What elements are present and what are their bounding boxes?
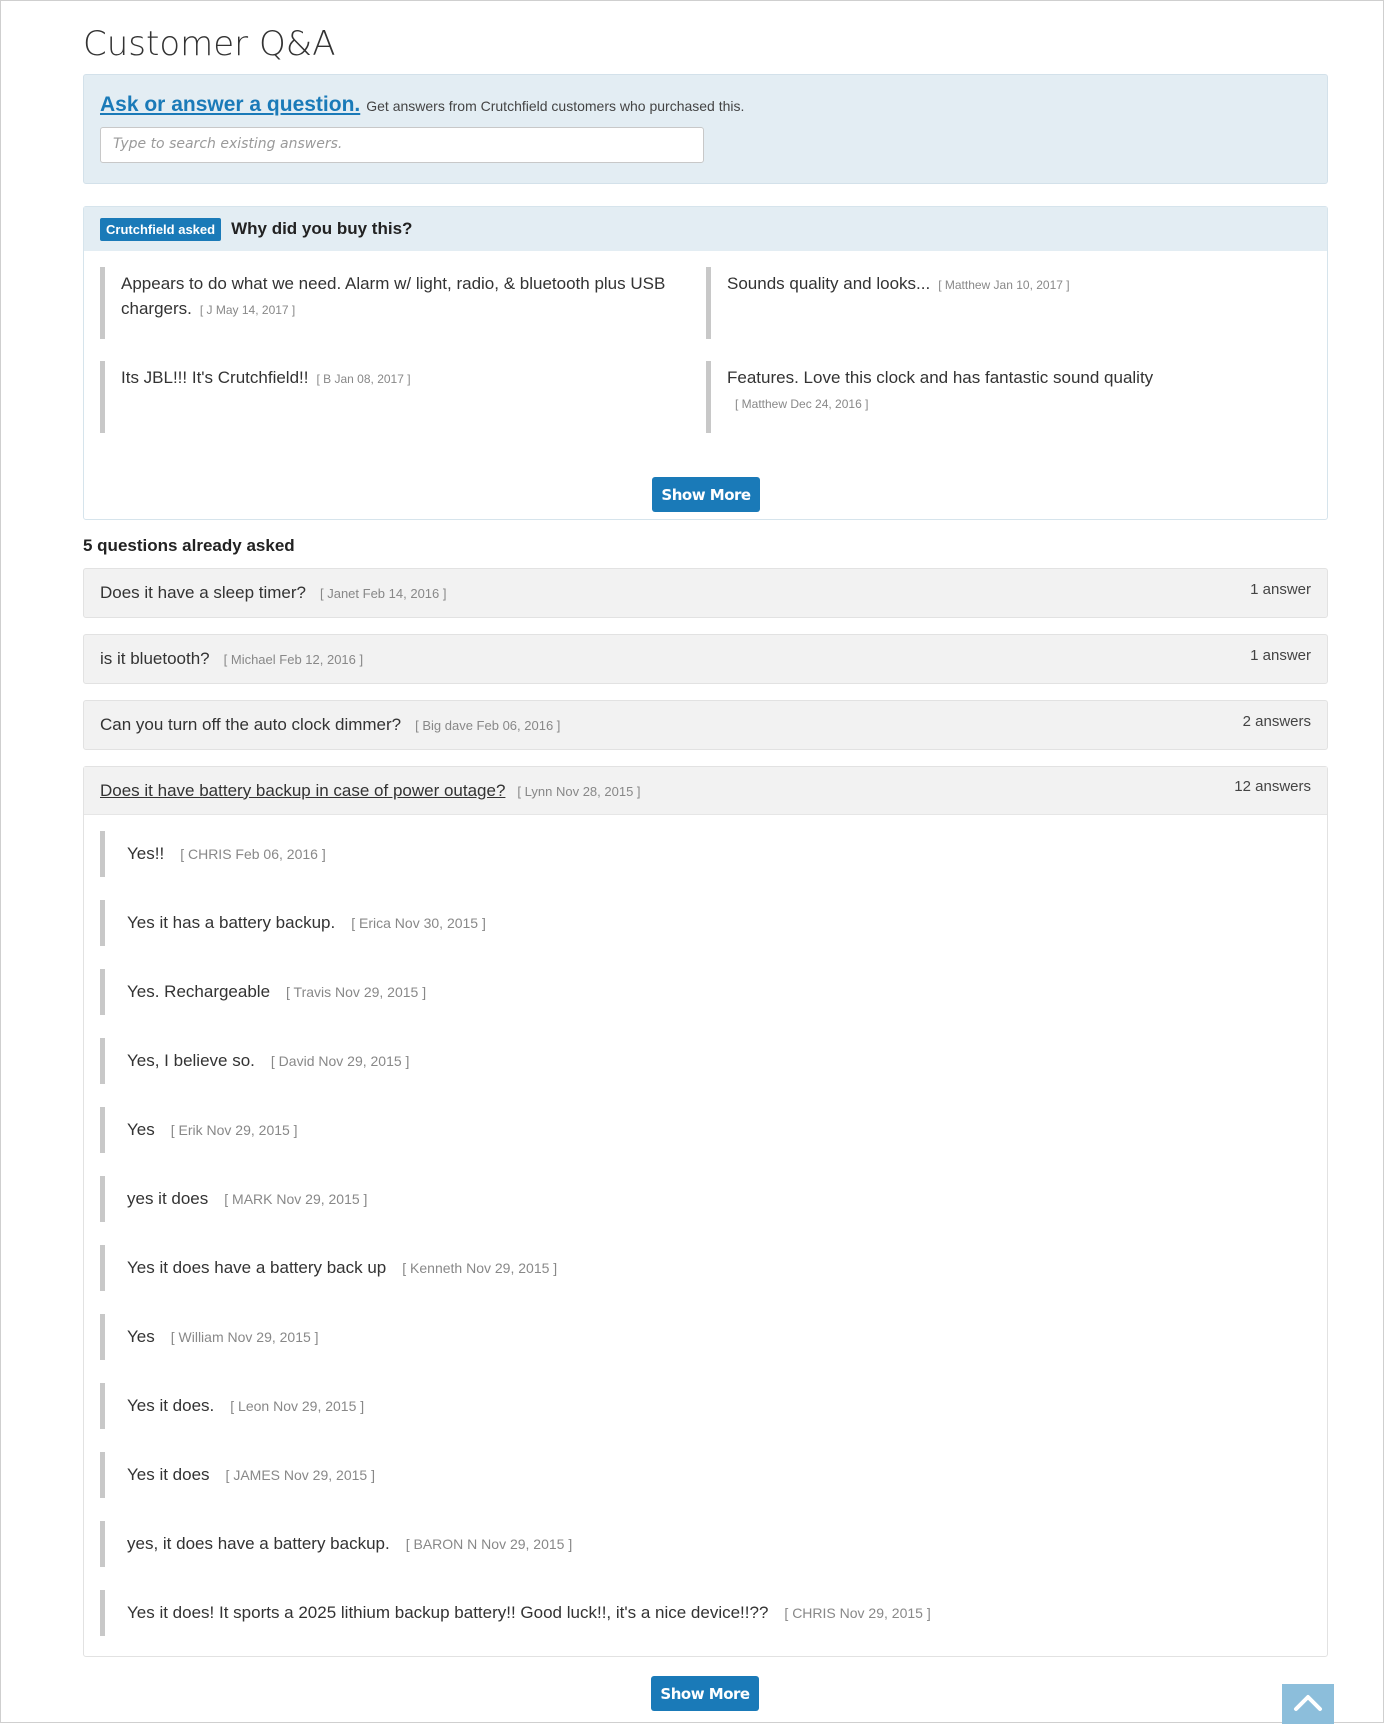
reason-text: Appears to do what we need. Alarm w/ light, radio, & bluetooth plus USB chargers.: [121, 274, 666, 318]
answer-meta: [ Erik Nov 29, 2015 ]: [170, 1122, 298, 1138]
question-text: Does it have a sleep timer?: [100, 583, 306, 602]
answer-item: [100, 1176, 1327, 1222]
ask-description: Get answers from Crutchfield customers who purchased this.: [366, 98, 745, 114]
answer-count: 1 answer: [1250, 580, 1311, 598]
why-bought-header: [84, 207, 1327, 251]
answer-text: yes, it does have a battery backup.: [127, 1534, 390, 1553]
page-title: Customer Q&A: [83, 24, 336, 64]
answer-meta: [ William Nov 29, 2015 ]: [170, 1329, 319, 1345]
answer-meta: [ Leon Nov 29, 2015 ]: [230, 1398, 365, 1414]
reason-text: Its JBL!!! It's Crutchfield!!: [121, 368, 309, 387]
answer-meta: [ BARON N Nov 29, 2015 ]: [405, 1536, 573, 1552]
question-text: Can you turn off the auto clock dimmer?: [100, 715, 402, 734]
qa-section: [83, 0, 1328, 1657]
answer-meta: [ MARK Nov 29, 2015 ]: [224, 1191, 368, 1207]
answer-text: Yes it does have a battery back up: [127, 1258, 387, 1277]
answer-item: [100, 831, 1327, 877]
answer-count: 1 answer: [1250, 646, 1311, 664]
answers-list: [84, 815, 1327, 1636]
reason-meta: [ B Jan 08, 2017 ]: [316, 372, 411, 386]
reason-item: [706, 267, 1312, 339]
questions-count-heading: 5 questions already asked: [83, 536, 295, 555]
show-more-answers-button[interactable]: Show More: [651, 1676, 759, 1711]
question-meta: [ Big dave Feb 06, 2016 ]: [415, 718, 561, 733]
crutchfield-asked-badge: Crutchfield asked: [100, 218, 221, 241]
reason-text: Features. Love this clock and has fantastic sound quality: [727, 368, 1154, 387]
answer-text: yes it does: [127, 1189, 209, 1208]
expanded-question-header[interactable]: [84, 767, 1327, 815]
chevron-up-icon: [1291, 1684, 1325, 1714]
answer-text: Yes: [127, 1120, 155, 1139]
answer-meta: [ CHRIS Nov 29, 2015 ]: [784, 1605, 931, 1621]
reason-item: [100, 267, 706, 339]
answer-item: [100, 1038, 1327, 1084]
answer-meta: [ Kenneth Nov 29, 2015 ]: [402, 1260, 558, 1276]
answer-count: 2 answers: [1242, 712, 1311, 730]
answer-text: Yes it does: [127, 1465, 210, 1484]
search-answers-input[interactable]: [100, 127, 704, 163]
answer-meta: [ JAMES Nov 29, 2015 ]: [225, 1467, 375, 1483]
ask-question-link[interactable]: Ask or answer a question.: [100, 93, 361, 116]
answer-meta: [ David Nov 29, 2015 ]: [270, 1053, 410, 1069]
question-meta: [ Michael Feb 12, 2016 ]: [223, 652, 364, 667]
scroll-to-top-button[interactable]: [1282, 1684, 1334, 1724]
answer-text: Yes it does! It sports a 2025 lithium backup battery!! Good luck!!, it's a nice device!!??: [127, 1603, 769, 1622]
expanded-question-link[interactable]: Does it have battery backup in case of power outage?: [100, 780, 506, 800]
answer-item: [100, 1452, 1327, 1498]
reason-meta: [ J May 14, 2017 ]: [199, 303, 296, 317]
answer-item: [100, 1590, 1327, 1636]
answer-text: Yes it has a battery backup.: [127, 913, 336, 932]
reason-meta: [ Matthew Jan 10, 2017 ]: [938, 278, 1070, 292]
reason-item: [100, 361, 706, 433]
question-row[interactable]: [83, 568, 1328, 618]
why-bought-title: Why did you buy this?: [231, 219, 413, 238]
answer-meta: [ Erica Nov 30, 2015 ]: [351, 915, 486, 931]
answer-item: [100, 1383, 1327, 1429]
answer-text: Yes: [127, 1327, 155, 1346]
reason-item: [706, 361, 1312, 433]
question-row[interactable]: [83, 634, 1328, 684]
ask-panel: [83, 74, 1328, 184]
reason-meta: [ Matthew Dec 24, 2016 ]: [735, 397, 869, 411]
question-text: is it bluetooth?: [100, 649, 210, 668]
reason-text: Sounds quality and looks...: [727, 274, 931, 293]
question-meta: [ Janet Feb 14, 2016 ]: [320, 586, 447, 601]
answer-meta: [ CHRIS Feb 06, 2016 ]: [180, 846, 326, 862]
answer-meta: [ Travis Nov 29, 2015 ]: [286, 984, 427, 1000]
question-meta: [ Lynn Nov 28, 2015 ]: [517, 783, 641, 799]
why-bought-panel: [83, 206, 1328, 520]
question-row[interactable]: [83, 700, 1328, 750]
answer-text: Yes, I believe so.: [127, 1051, 255, 1070]
answer-text: Yes!!: [127, 844, 165, 863]
answer-count: 12 answers: [1234, 778, 1311, 795]
answer-item: [100, 1521, 1327, 1567]
answer-item: [100, 1245, 1327, 1291]
show-more-reasons-button[interactable]: Show More: [652, 477, 760, 512]
answer-item: [100, 1107, 1327, 1153]
expanded-question: [83, 766, 1328, 1657]
answer-item: [100, 969, 1327, 1015]
answer-item: [100, 1314, 1327, 1360]
reasons-grid: [100, 267, 1312, 433]
answer-item: [100, 900, 1327, 946]
answer-text: Yes it does.: [127, 1396, 215, 1415]
answer-text: Yes. Rechargeable: [127, 982, 271, 1001]
